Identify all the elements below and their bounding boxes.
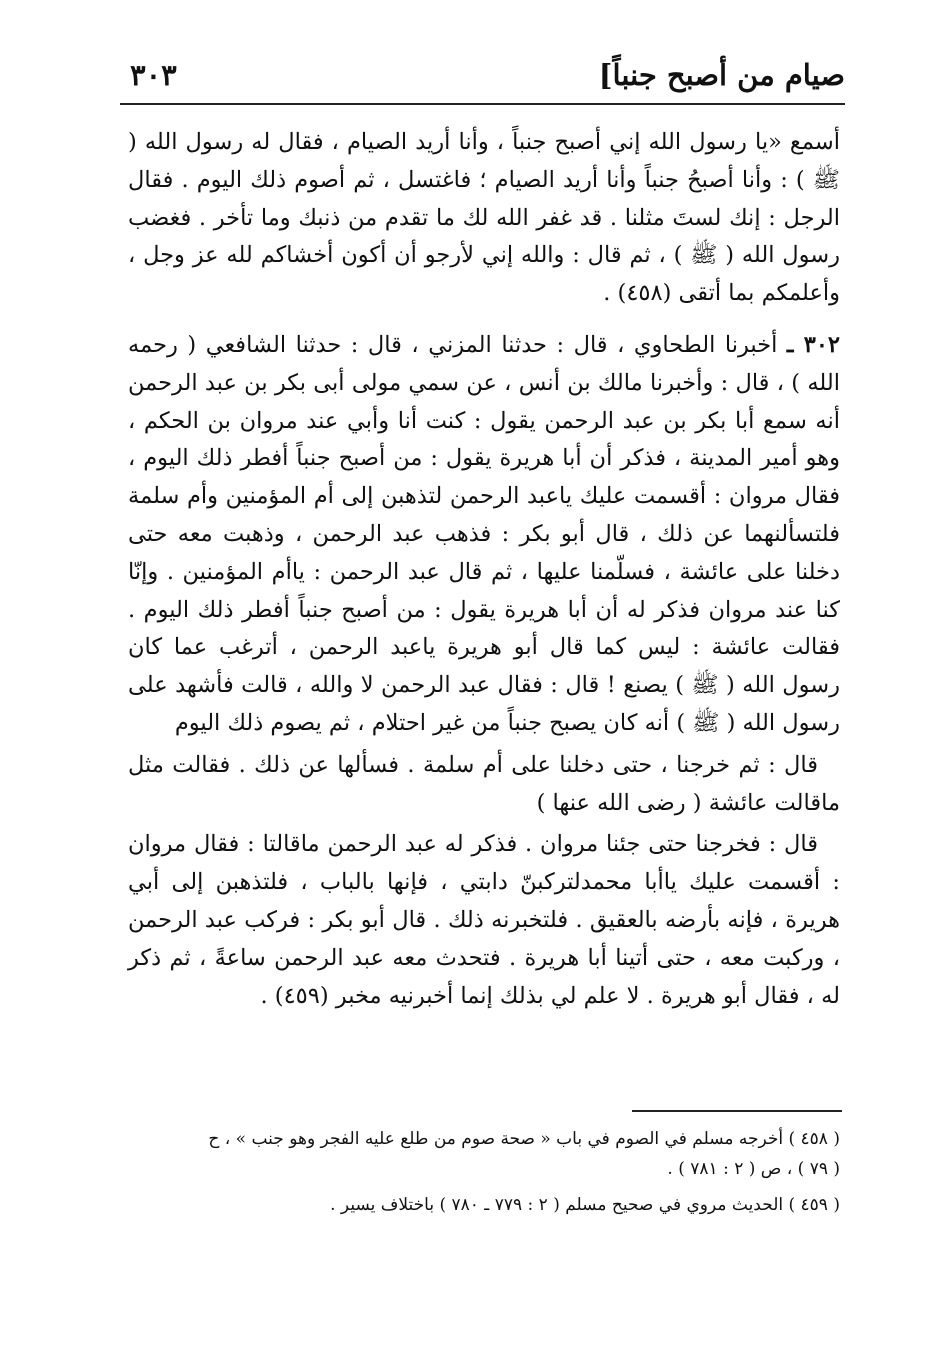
hadith-number: ٣٠٢ ـ <box>786 331 840 358</box>
main-text <box>128 124 840 1015</box>
hadith-302-text: أخبرنا الطحاوي ، قال : حدثنا المزني ، قال : حدثنا الشافعي ( رحمه الله ) ، قال : وأخبرنا مالك بن أنس ، عن سمي مولى أبى بكر بن عبد الرحمن أنه سمع أبا بكر بن عبد الرحمن يقول : كنت أنا وأبي عند مروان بن الحكم ، وهو أمير المدينة ، فذكر أن أبا هريرة يقول : من أصبح جنباً أفطر ذلك اليوم ، فقال مروان : أقسمت عليك ياعبد الرحمن لتذهبن إلى أم المؤمنين وأم سلمة فلتسألنهما عن ذلك ، قال أبو بكر : فذهب عبد الرحمن ، وذهبت معه حتى دخلنا على عائشة ، فسلّمنا عليها ، ثم قال عبد الرحمن : ياأم المؤمنين . وإنّا كنا عند مروان فذكر له أن أبا هريرة يقول : من أصبح جنباً أفطر ذلك اليوم . فقالت عائشة : ليس كما قال أبو هريرة ياعبد الرحمن ، أترغب عما كان رسول الله ( ﷺ ) يصنع ! قال : فقال عبد الرحمن لا والله ، قالت فأشهد على رسول الله ( ﷺ ) أنه كان يصبح جنباً من غير احتلام ، ثم يصوم ذلك اليوم <box>128 331 840 736</box>
footnote-458-line2: ( ٧٩ ) ، ص ( ٢ : ٧٨١ ) . <box>667 1159 840 1179</box>
footnote-rule <box>632 1110 842 1112</box>
paragraph-abu-hurayra: قال : فخرجنا حتى جئنا مروان . فذكر له عبد الرحمن ماقالتا : فقال مروان : أقسمت عليك ياأبا محمدلتركبنّ دابتي ، فإنها بالباب ، فلتذهبن إلى أبي هريرة ، فإنه بأرضه بالعقيق . فلتخبرنه ذلك . قال أبو بكر : فركب عبد الرحمن ، وركبت معه ، حتى أتينا أبا هريرة . فتحدث معه عبد الرحمن ساعةً ، ثم ذكر له ، فقال أبو هريرة . لا علم لي بذلك إنما أخبرنيه مخبر (٤٥٩) . <box>128 831 840 1009</box>
paragraph-hadith-continuation: أسمع «يا رسول الله إني أصبح جنباً ، وأنا أريد الصيام ، فقال له رسول الله ( ﷺ ) : وأنا أصبحُ جنباً وأنا أريد الصيام ؛ فاغتسل ، ثم أصوم ذلك اليوم . فقال الرجل : إنك لستَ مثلنا . قد غفر الله لك ما تقدم من ذنبك وما تأخر . فغضب رسول الله ( ﷺ ) ، ثم قال : والله إني لأرجو أن أكون أخشاكم لله عز وجل ، وأعلمكم بما أتقى (٤٥٨) . <box>128 129 840 307</box>
running-title: صيام من أصبح جنباً] <box>598 58 845 92</box>
footnotes <box>150 1124 840 1220</box>
page-number: ٣٠٣ <box>130 58 177 92</box>
page-header <box>120 50 845 100</box>
paragraph-umm-salama: قال : ثم خرجنا ، حتى دخلنا على أم سلمة . فسألها عن ذلك . فقالت مثل ماقالت عائشة ( رضى الله عنها ) <box>128 751 840 816</box>
header-rule <box>120 103 845 105</box>
footnote-458-line1: ( ٤٥٨ ) أخرجه مسلم في الصوم في باب « صحة صوم من طلع عليه الفجر وهو جنب » ، ح <box>208 1129 840 1149</box>
paragraph-hadith-302 <box>128 327 840 743</box>
footnote-459: ( ٤٥٩ ) الحديث مروي في صحيح مسلم ( ٢ : ٧٧٩ ـ ٧٨٠ ) باختلاف يسير . <box>330 1195 840 1215</box>
